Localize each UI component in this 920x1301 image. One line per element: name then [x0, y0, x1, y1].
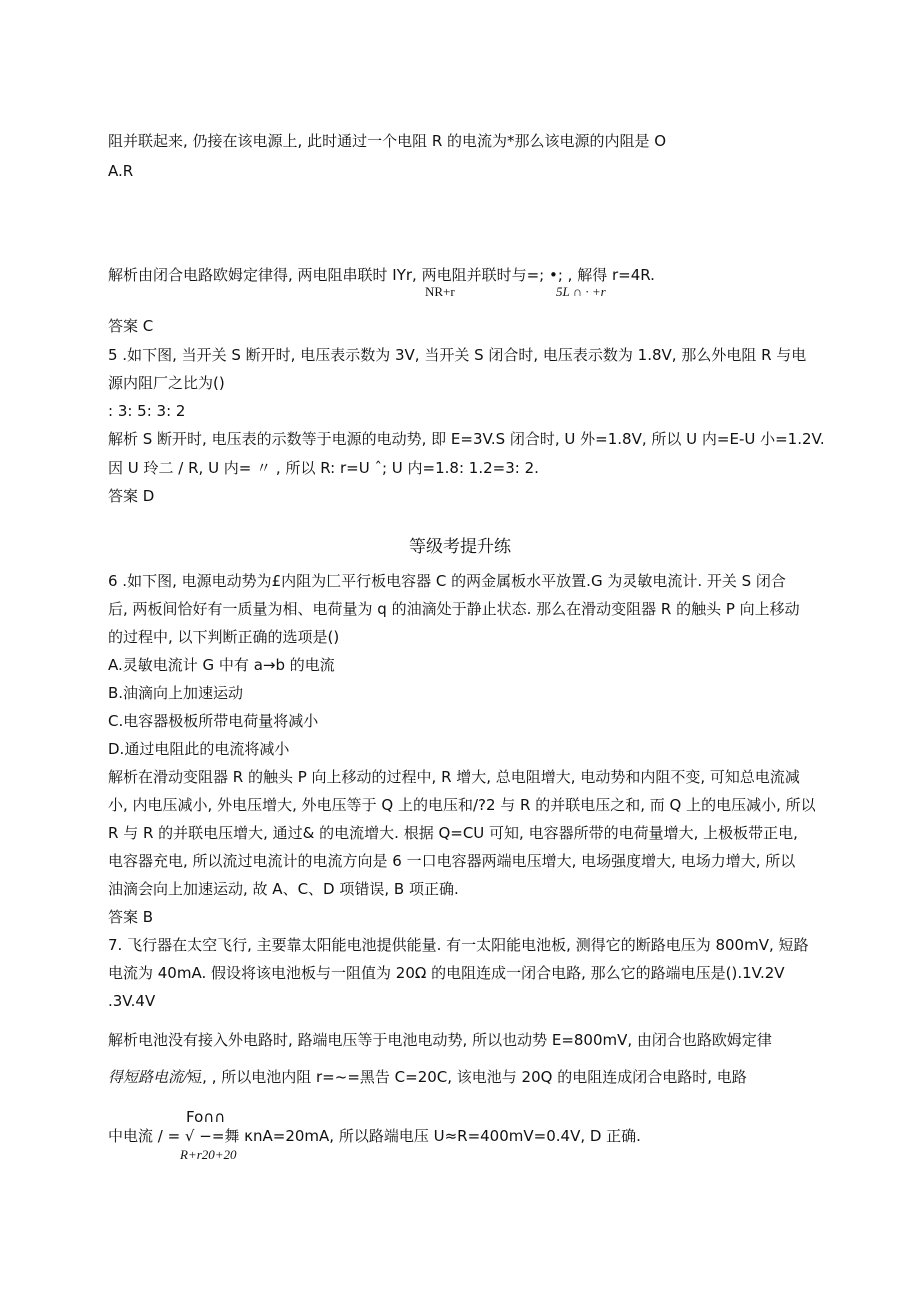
q6-explanation-line4: 电容器充电, 所以流过电流计的电流方向是 6 一口电容器两端电压增大, 电场强度增大, 电场力增大, 所以	[108, 852, 796, 870]
q6-explanation-line3: R 与 R 的并联电压增大, 通过& 的电流增大. 根据 Q=CU 可知, 电容器所带的电荷量增大, 上极板带正电,	[108, 824, 798, 842]
q6-explanation-line5: 油滴会向上加速运动, 故 A、C、D 项错误, B 项正确.	[108, 880, 459, 898]
q5-explanation-line2: 因 U 玲二 / R, U 内= 〃 , 所以 R: r=U ˆ; U 内=1.8: 1.2=3: 2.	[108, 459, 539, 477]
q6-explanation-line2: 小, 内电压减小, 外电压增大, 外电压等于 Q 上的电压和/?2 与 R 的并联电压之和, 而 Q 上的电压减小, 所以	[108, 796, 816, 814]
q5-answer: 答案 D	[108, 487, 155, 505]
q7-explanation-line1: 解析电池没有接入外电路时, 路端电压等于电池电动势, 所以也动势 E=800mV, 由闭合也路欧姆定律	[108, 1031, 772, 1049]
q5-text-line1: 5 .如下图, 当开关 S 断开时, 电压表示数为 3V, 当开关 S 闭合时, 电压表示数为 1.8V, 那么外电阻 R 与电	[108, 346, 807, 364]
q7-short-circuit-italic: 得短路电流/	[108, 1070, 188, 1086]
q6-explanation-line1: 解析在滑动变阻器 R 的触头 P 向上移动的过程中, R 增大, 总电阻增大, 电动势和内阻不变, 可知总电流减	[108, 768, 800, 786]
q5-text-line2: 源内阻厂之比为()	[108, 374, 225, 392]
q6-option-b: B.油滴向上加速运动	[108, 684, 244, 702]
q7-explanation-line3: 中电流 / = √ −=舞 κnA=20mA, 所以路端电压 U≈R=400mV=0.4V, D 正确.	[108, 1127, 641, 1145]
q6-answer: 答案 B	[108, 908, 154, 926]
q4-answer: 答案 C	[108, 317, 154, 335]
q4-option-a: A.R	[108, 162, 134, 180]
q4-subscript-1: NR+r	[425, 284, 455, 299]
q4-subscript-2: 5L ∩ · +r	[556, 284, 606, 299]
q7-explanation-line2-rest: 短, , 所以电池内阻 r=~=黑告 C=20C, 该电池与 20Q 的电阻连成闭合电路时, 电路	[187, 1068, 747, 1086]
section-title: 等级考提升练	[409, 537, 511, 557]
q6-option-a: A.灵敏电流计 G 中有 a→b 的电流	[108, 656, 335, 674]
q6-text-line1: 6 .如下图, 电源电动势为£内阻为匚平行板电容器 C 的两金属板水平放置.G 为灵敏电流计. 开关 S 闭合	[108, 572, 786, 590]
q6-option-d: D.通过电阻此的电流将减小	[108, 740, 290, 758]
q4-explanation: 解析由闭合电路欧姆定律得, 两电阻串联时 IYr, 两电阻并联时与=; •; , 解得 r=4R.	[108, 266, 655, 284]
q7-explanation-line2	[108, 1067, 747, 1088]
q6-text-line3: 的过程中, 以下判断正确的选项是()	[108, 628, 340, 646]
q7-text-line2: 电流为 40mA. 假设将该电池板与一阻值为 20Ω 的电阻连成一闭合电路, 那么它的路端电压是().1V.2V	[108, 964, 785, 982]
q4-text-line1: 阻并联起来, 仍接在该电源上, 此时通过一个电阻 R 的电流为*那么该电源的内阻是 O	[108, 132, 667, 150]
q7-text-line1: 7. 飞行器在太空飞行, 主要靠太阳能电池提供能量. 有一太阳能电池板, 测得它的断路电压为 800mV, 短路	[108, 936, 809, 954]
q5-options: : 3: 5: 3: 2	[108, 402, 186, 420]
q6-option-c: C.电容器极板所带电荷量将减小	[108, 712, 319, 730]
q7-fraction-top: Fo∩∩	[186, 1108, 226, 1126]
q5-explanation-line1: 解析 S 断开时, 电压表的示数等于电源的电动势, 即 E=3V.S 闭合时, U 外=1.8V, 所以 U 内=E-U 小=1.2V.	[108, 430, 825, 448]
q7-text-line3: .3V.4V	[108, 992, 156, 1010]
q6-text-line2: 后, 两板间恰好有一质量为相、电荷量为 q 的油滴处于静止状态. 那么在滑动变阻器 R 的触头 P 向上移动	[108, 600, 800, 618]
q7-fraction-bottom: R+r20+20	[180, 1147, 237, 1162]
